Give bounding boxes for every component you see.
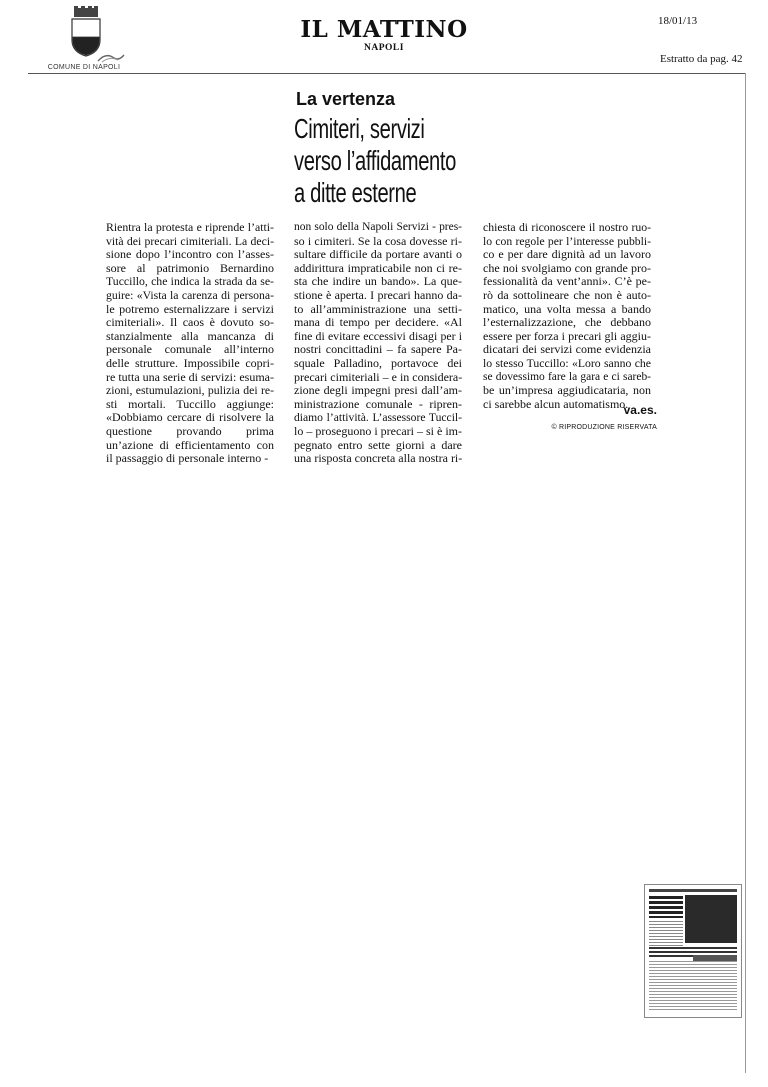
headline-line: a ditte esterne [294, 177, 417, 208]
article-text-line: personale comunale all’interno [106, 342, 274, 357]
article-text-line: le potremo esternalizzare i servizi [106, 301, 274, 316]
newspaper-edition: NAPOLI [364, 43, 404, 53]
article-text-line: fessionalità da vent’anni». C’è pe- [483, 274, 651, 289]
article-text-line: stanzialmente alla mancanza di [106, 328, 274, 343]
article-text-line: il passaggio di personale interno - [106, 451, 269, 466]
article-text-line: so i cimiteri. Se la cosa dovesse ri- [294, 233, 462, 248]
author-signature: va.es. [623, 403, 657, 417]
masthead [290, 18, 478, 53]
article-text-line: essere per forza i precari gli aggiu- [483, 328, 651, 343]
page-extract-note: Estratto da pag. 42 [660, 53, 743, 65]
article-text-line: diamo l’attività. L’assessore Tuccil- [294, 411, 462, 425]
article-text-line: co e per dare dignità ad un lavoro [483, 247, 651, 262]
article-text-line: re tutta una serie di servizi: esuma- [106, 369, 274, 384]
article-text-line: sti mortali. Tuccillo aggiunge: [106, 396, 274, 411]
thumbnail-header [649, 889, 737, 892]
article-column-3 [483, 221, 651, 411]
article-text-line: vità dei precari cimiteriali. La deci- [106, 234, 274, 248]
article-text-line: lo con regole per l’interesse pubbli- [483, 234, 651, 248]
article-text-line: delle strutture. Impossibile copri- [106, 355, 274, 370]
article-text-line: se dovessimo fare la gara e ci sareb- [483, 370, 651, 383]
article-text-line: Rientra la protesta e riprende l’atti- [106, 220, 274, 234]
article-text-line: sore al patrimonio Bernardino [106, 260, 274, 275]
header-divider [28, 73, 746, 74]
article-text-line: zione degli impegni presi dall’am- [294, 383, 462, 398]
article-text-line: sultare difficile da portare avanti o [294, 247, 462, 262]
article-text-line: ministrazione comunale - ripren- [294, 396, 462, 411]
article-text-line: un’azione di efficientamento con [106, 437, 274, 452]
right-margin-divider [745, 73, 746, 1073]
article-text-line: questione provando prima [106, 423, 274, 438]
article-text-line: sta che indire un bando». La que- [294, 274, 462, 289]
article-text-line: una risposta concreta alla nostra ri- [294, 451, 463, 466]
article-text-line: cimiteriali». Il caos è dovuto so- [106, 315, 274, 330]
article-text-line: «Dobbiamo cercare di risolvere la [106, 410, 274, 425]
comune-logo [42, 6, 126, 72]
copyright-notice: © RIPRODUZIONE RISERVATA [551, 424, 657, 431]
wave-emblem-icon [96, 50, 126, 64]
article-kicker: La vertenza [296, 89, 396, 109]
article-text-line: non solo della Napoli Servizi - pres- [294, 221, 462, 233]
article-text-line: dicatari dei servizi come evidenzia [483, 342, 651, 357]
article-text-line: lo stesso Tuccillo: «Loro sanno che [483, 356, 651, 370]
article-text-line: squale Palladino, portavoce dei [294, 355, 462, 370]
article-text-line: mana di tempo per decidere. «Al [294, 315, 462, 330]
article-text-line: zioni, estumulazioni, pulizia dei re- [106, 384, 274, 398]
article-text-line: rò da sottolineare che non è auto- [483, 287, 651, 302]
article-text-line: pegnato entro sette giorni a dare [294, 437, 462, 452]
article-headline [294, 113, 456, 209]
article-text-line: sione dopo l’incontro con l’asses- [106, 247, 274, 262]
article-text-line: stione è aperta. I precari hanno da- [294, 287, 462, 302]
article-text-line: che noi svolgiamo con grande pro- [483, 260, 651, 275]
logo-caption: COMUNE DI NAPOLI [47, 64, 121, 71]
headline-line: verso l’affidamento [294, 145, 456, 176]
article-text-line: fine di evitare eccessivi disagi per i [294, 328, 462, 343]
article-text-line: precari cimiteriali – e in considera- [294, 369, 463, 384]
article-text-line: guire: «Vista la carenza di persona- [106, 288, 274, 302]
article-text-line: lo – proseguono i precari – si è im- [294, 423, 462, 438]
article-text-line: be un’impresa aggiudicataria, non [483, 383, 651, 398]
article-text-line: ci sarebbe alcun automatismo. [483, 396, 629, 411]
article-column-1 [106, 221, 274, 466]
issue-date: 18/01/13 [658, 15, 698, 27]
newspaper-name: IL MATTINO [300, 16, 468, 43]
thumbnail-photo [685, 895, 737, 943]
page-thumbnail [644, 884, 742, 1018]
article-text-line: chiesta di riconoscere il nostro ruo- [483, 221, 651, 234]
article-column-2 [294, 221, 462, 466]
article-text-line: to all’amministrazione una setti- [294, 301, 462, 316]
article-text-line: addirittura impraticabile non ci re- [294, 260, 462, 275]
thumbnail-columns [649, 961, 737, 1011]
article-text-line: l’esternalizzazione, che debbano [483, 315, 651, 330]
article-text-line: nostri concittadini – fa sapere Pa- [294, 342, 462, 357]
article-text-line: Tuccillo, che indica la strada da se- [106, 274, 274, 289]
thumbnail-headline [649, 896, 683, 918]
headline-line: Cimiteri, servizi [294, 113, 425, 144]
article-text-line: matico, una volta messa a bando [483, 301, 651, 316]
